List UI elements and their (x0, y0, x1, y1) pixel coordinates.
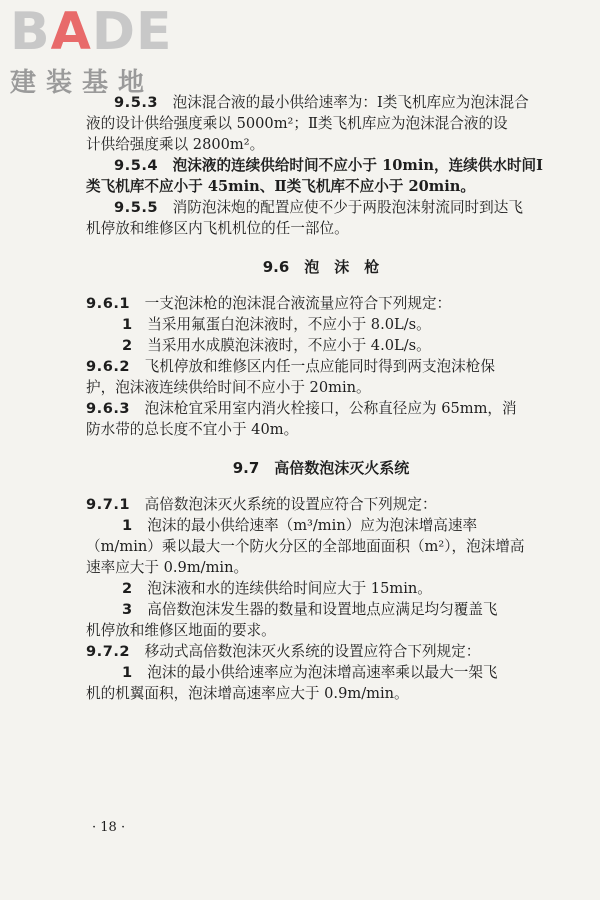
list-item: 1 泡沫的最小供给速率（m³/min）应为泡沫增高速率 (122, 517, 478, 534)
clause-9-6-2 (86, 356, 556, 398)
list-item-continuation: 机停放和维修区地面的要求。 (86, 622, 276, 639)
list-item-continuation: 机的机翼面积，泡沫增高速率应大于 0.9m/min。 (86, 685, 409, 702)
clause-9-7-2 (86, 641, 556, 704)
list-item-continuation: 速率应大于 0.9m/min。 (86, 559, 249, 576)
clause-text: 类飞机库不应小于 45min、Ⅱ类飞机库不应小于 20min。 (86, 178, 475, 195)
list-item-continuation: （m/min）乘以最大一个防火分区的全部地面面积（m²），泡沫增高 (86, 538, 525, 555)
clause-number: 9.7.2 (86, 643, 131, 660)
list-item: 1 泡沫的最小供给速率应为泡沫增高速率乘以最大一架飞 (122, 664, 498, 681)
clause-text: 泡沫液的连续供给时间不应小于 10min，连续供水时间Ⅰ (172, 157, 543, 174)
clause-text: 消防泡沫炮的配置应使不少于两股泡沫射流同时到达飞 (172, 199, 523, 216)
section-heading-9-6: 9.6 泡 沫 枪 (262, 258, 380, 276)
clause-number: 9.5.4 (114, 157, 159, 174)
list-item: 2 泡沫液和水的连续供给时间应大于 15min。 (122, 580, 432, 597)
clause-text: 护，泡沫液连续供给时间不应小于 20min。 (86, 379, 371, 396)
clause-number: 9.5.5 (114, 199, 159, 216)
clause-9-5-3 (86, 92, 556, 155)
section-heading-9-7: 9.7 高倍数泡沫灭火系统 (232, 459, 410, 477)
list-item: 1 当采用氟蛋白泡沫液时，不应小于 8.0L/s。 (122, 316, 431, 333)
document-page (86, 92, 556, 704)
clause-text: 机停放和维修区内飞机机位的任一部位。 (86, 220, 349, 237)
list-item: 2 当采用水成膜泡沫液时，不应小于 4.0L/s。 (122, 337, 431, 354)
clause-number: 9.6.2 (86, 358, 131, 375)
clause-text: 飞机停放和维修区内任一点应能同时得到两支泡沫枪保 (144, 358, 495, 375)
watermark-wordmark: BADE (10, 2, 173, 62)
clause-number: 9.7.1 (86, 496, 131, 513)
list-item: 3 高倍数泡沫发生器的数量和设置地点应满足均匀覆盖飞 (122, 601, 498, 618)
clause-number: 9.6.3 (86, 400, 131, 417)
clause-text: 泡沫混合液的最小供给速率为：Ⅰ类飞机库应为泡沫混合 (172, 94, 529, 111)
clause-text: 高倍数泡沫灭火系统的设置应符合下列规定： (144, 496, 437, 513)
bade-watermark-logo (8, 4, 178, 96)
page-number: · 18 · (92, 820, 126, 835)
clause-9-7-1 (86, 494, 556, 641)
clause-text: 泡沫枪宜采用室内消火栓接口，公称直径应为 65mm，消 (144, 400, 517, 417)
clause-9-6-3 (86, 398, 556, 440)
clause-text: 移动式高倍数泡沫灭火系统的设置应符合下列规定： (144, 643, 481, 660)
clause-9-5-5 (86, 197, 556, 239)
clause-text: 一支泡沫枪的泡沫混合液流量应符合下列规定： (144, 295, 452, 312)
clause-text: 计供给强度乘以 2800m²。 (86, 136, 265, 153)
clause-text: 防水带的总长度不宜小于 40m。 (86, 421, 299, 438)
clause-9-6-1 (86, 293, 556, 356)
clause-number: 9.5.3 (114, 94, 159, 111)
clause-9-5-4 (86, 155, 556, 197)
clause-number: 9.6.1 (86, 295, 131, 312)
watermark-subtitle: 建装基地 (10, 68, 155, 98)
clause-text: 液的设计供给强度乘以 5000m²；Ⅱ类飞机库应为泡沫混合液的设 (86, 115, 508, 132)
